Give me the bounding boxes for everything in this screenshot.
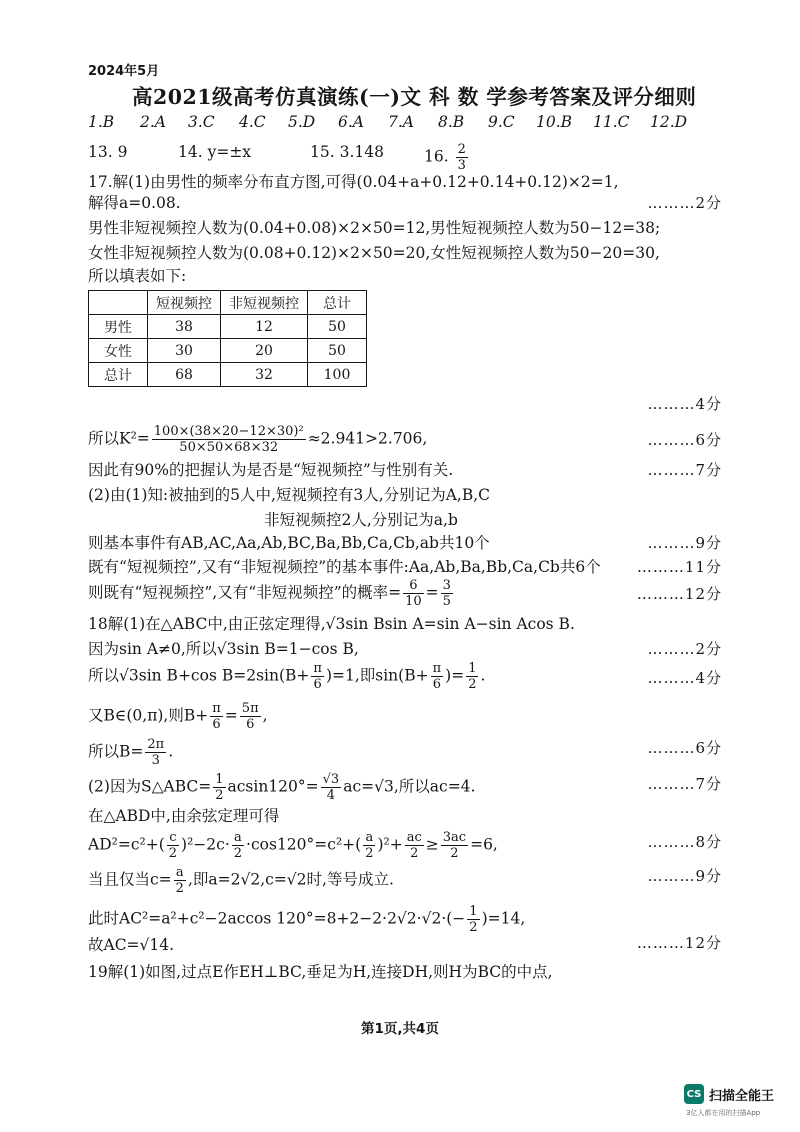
text: )²−2c· xyxy=(181,835,230,854)
choice-answer: 2.A xyxy=(140,113,166,131)
text: , xyxy=(262,706,268,725)
table-cell: 32 xyxy=(221,363,308,387)
score-points: ………7分 xyxy=(647,775,722,793)
date-label: 2024年5月 xyxy=(88,64,160,79)
fraction: $\frac{√3}{4}$ xyxy=(322,772,340,803)
q18-line: 在△ABD中,由余弦定理可得 xyxy=(88,807,280,825)
text: =6, xyxy=(470,835,498,854)
fraction: $\frac{a}{2}$ xyxy=(365,830,374,861)
q17-line: 解得a=0.08. xyxy=(88,194,181,212)
score-points: ………6分 xyxy=(647,739,722,757)
score-points: ………9分 xyxy=(647,534,722,552)
text: 当且仅当c= xyxy=(88,870,172,889)
q19-line: 19解(1)如图,过点E作EH⊥BC,垂足为H,连接DH,则H为BC的中点, xyxy=(88,963,553,981)
q18-line xyxy=(88,737,173,768)
q18-line: 故AC=√14. xyxy=(88,936,175,954)
table-cell: 男性 xyxy=(89,315,148,339)
text: . xyxy=(168,742,174,761)
fraction: $\frac{3ac}{2}$ xyxy=(442,830,467,861)
text: AD²=c²+( xyxy=(88,835,165,854)
text: )=14, xyxy=(481,909,526,928)
watermark-app-name: 扫描全能王 xyxy=(709,1088,775,1104)
text: (2)因为S△ABC= xyxy=(88,777,212,796)
table-row xyxy=(89,363,367,387)
q17-prob-line xyxy=(88,578,455,609)
fill-answer-14: 14. y=±x xyxy=(178,143,252,161)
table-cell: 50 xyxy=(308,315,367,339)
q17-k2-line xyxy=(88,424,427,455)
table-cell: 女性 xyxy=(89,339,148,363)
q18-line xyxy=(88,661,485,692)
q17-line: (2)由(1)知:被抽到的5人中,短视频控有3人,分别记为A,B,C xyxy=(88,486,491,504)
fraction: $\frac{1}{2}$ xyxy=(215,772,224,803)
camscanner-logo-icon: CS xyxy=(684,1084,704,1104)
text: ≈2.941>2.706, xyxy=(307,429,428,448)
fill-answer-13: 13. 9 xyxy=(88,143,128,161)
score-points: ………2分 xyxy=(647,194,722,212)
table-row xyxy=(89,315,367,339)
text: ac=√3,所以ac=4. xyxy=(343,777,476,796)
fraction: $\frac{\pi}{6}$ xyxy=(432,661,442,692)
choice-answer: 7.A xyxy=(388,113,414,131)
text: 此时AC²=a²+c²−2accos 120°=8+2−2·2√2·√2·(− xyxy=(88,909,466,928)
scanner-watermark xyxy=(684,1084,774,1104)
table-cell: 20 xyxy=(221,339,308,363)
q18-line xyxy=(88,904,525,935)
page-title: 高2021级高考仿真演练(一)文 科 数 学参考答案及评分细则 xyxy=(132,85,697,109)
choice-answer: 12.D xyxy=(650,113,688,131)
table-row xyxy=(89,339,367,363)
contingency-table xyxy=(88,290,367,387)
text: 所以B= xyxy=(88,742,144,761)
score-points: ………11分 xyxy=(636,558,722,576)
table-cell: 非短视频控 xyxy=(221,291,308,315)
text: . xyxy=(480,666,486,685)
score-points: ………7分 xyxy=(647,461,722,479)
table-cell: 100 xyxy=(308,363,367,387)
fraction: $\frac{1}{2}$ xyxy=(469,904,478,935)
table-cell: 总计 xyxy=(308,291,367,315)
fraction: $\frac{6}{10}$ xyxy=(405,578,422,609)
text: ≥ xyxy=(425,835,439,854)
text: )=1,即sin(B+ xyxy=(325,666,429,685)
table-cell: 短视频控 xyxy=(148,291,221,315)
table-cell: 30 xyxy=(148,339,221,363)
q17-line: 因此有90%的把握认为是否是“短视频控”与性别有关. xyxy=(88,461,454,479)
score-points: ………4分 xyxy=(647,669,722,687)
q18-line xyxy=(88,772,475,803)
q17-line: 既有“短视频控”,又有“非短视频控”的基本事件:Aa,Ab,Ba,Bb,Ca,Cb共6个 xyxy=(88,558,601,576)
q18-line xyxy=(88,701,268,732)
text: 又B∈(0,π),则B+ xyxy=(88,706,209,725)
q17-line: 所以填表如下: xyxy=(88,267,187,285)
table-cell: 50 xyxy=(308,339,367,363)
choice-answer: 6.A xyxy=(338,113,364,131)
fraction: $\frac{a}{2}$ xyxy=(175,865,184,896)
score-points: ………12分 xyxy=(636,934,722,952)
text: 则既有“短视频控”,又有“非短视频控”的概率= xyxy=(88,583,402,602)
q17-line: 则基本事件有AB,AC,Aa,Ab,BC,Ba,Bb,Ca,Cb,ab共10个 xyxy=(88,534,490,552)
table-cell: 38 xyxy=(148,315,221,339)
text: ·cos120°=c²+( xyxy=(246,835,362,854)
text: 所以K²= xyxy=(88,429,150,448)
text: )²+ xyxy=(377,835,403,854)
q17-line: 女性非短视频控人数为(0.08+0.12)×2×50=20,女性短视频控人数为50−20=30, xyxy=(88,244,660,262)
text: )= xyxy=(445,666,465,685)
fill-answer-15: 15. 3.148 xyxy=(310,143,384,161)
page-number: 第1页,共4页 xyxy=(361,1021,439,1037)
score-points: ………6分 xyxy=(647,431,722,449)
score-points: ………4分 xyxy=(647,395,722,413)
fraction: $\frac{2\pi}{3}$ xyxy=(147,737,165,768)
fill-answer-16-label: 16. xyxy=(424,147,449,166)
fraction: $\frac{c}{2}$ xyxy=(168,830,178,861)
table-cell: 68 xyxy=(148,363,221,387)
choice-answer: 1.B xyxy=(88,113,115,131)
text: acsin120°= xyxy=(227,777,319,796)
fraction: $\frac{5\pi}{6}$ xyxy=(241,701,259,732)
text: = xyxy=(224,706,238,725)
choice-answer: 10.B xyxy=(536,113,573,131)
q17-line: 男性非短视频控人数为(0.04+0.08)×2×50=12,男性短视频控人数为50−12=38; xyxy=(88,219,661,237)
choice-answer: 11.C xyxy=(593,113,630,131)
text: = xyxy=(425,583,439,602)
text: 所以√3sin B+cos B=2sin(B+ xyxy=(88,666,310,685)
score-points: ………12分 xyxy=(636,585,722,603)
choice-answer: 3.C xyxy=(188,113,215,131)
choice-answer: 9.C xyxy=(488,113,515,131)
score-points: ………2分 xyxy=(647,640,722,658)
q18-line: 因为sin A≠0,所以√3sin B=1−cos B, xyxy=(88,640,359,658)
fraction: $\frac{\pi}{6}$ xyxy=(313,661,322,692)
table-cell: 12 xyxy=(221,315,308,339)
choice-answer: 5.D xyxy=(288,113,316,131)
fraction: $\frac{a}{2}$ xyxy=(233,830,243,861)
fill-answer-16 xyxy=(424,142,470,173)
table-cell: 总计 xyxy=(89,363,148,387)
choice-answer: 4.C xyxy=(239,113,266,131)
fraction: $\frac{1}{2}$ xyxy=(468,661,477,692)
fraction: $\frac{ac}{2}$ xyxy=(406,830,422,861)
q18-line: 18解(1)在△ABC中,由正弦定理得,√3sin Bsin A=sin A−sin Acos B. xyxy=(88,615,575,633)
q17-line: 非短视频控2人,分别记为a,b xyxy=(264,511,458,529)
watermark-tagline: 3亿人都在用的扫描App xyxy=(686,1109,761,1117)
text: ,即a=2√2,c=√2时,等号成立. xyxy=(187,870,394,889)
score-points: ………9分 xyxy=(647,867,722,885)
q18-line xyxy=(88,830,498,861)
fraction: $\frac{\pi}{6}$ xyxy=(212,701,221,732)
q18-line xyxy=(88,865,394,896)
q17-line: 17.解(1)由男性的频率分布直方图,可得(0.04+a+0.12+0.14+0.12)×2=1, xyxy=(88,173,619,191)
choice-answer: 8.B xyxy=(438,113,465,131)
fraction: $\frac{2}{3}$ xyxy=(457,142,466,173)
score-points: ………8分 xyxy=(647,833,722,851)
fraction: $\frac{\text{100×(38×20−12×30)²}}{50\times 50\times 68\times 32}$ xyxy=(153,424,304,455)
table-cell xyxy=(89,291,148,315)
fraction: $\frac{3}{5}$ xyxy=(442,578,451,609)
table-header-row xyxy=(89,291,367,315)
